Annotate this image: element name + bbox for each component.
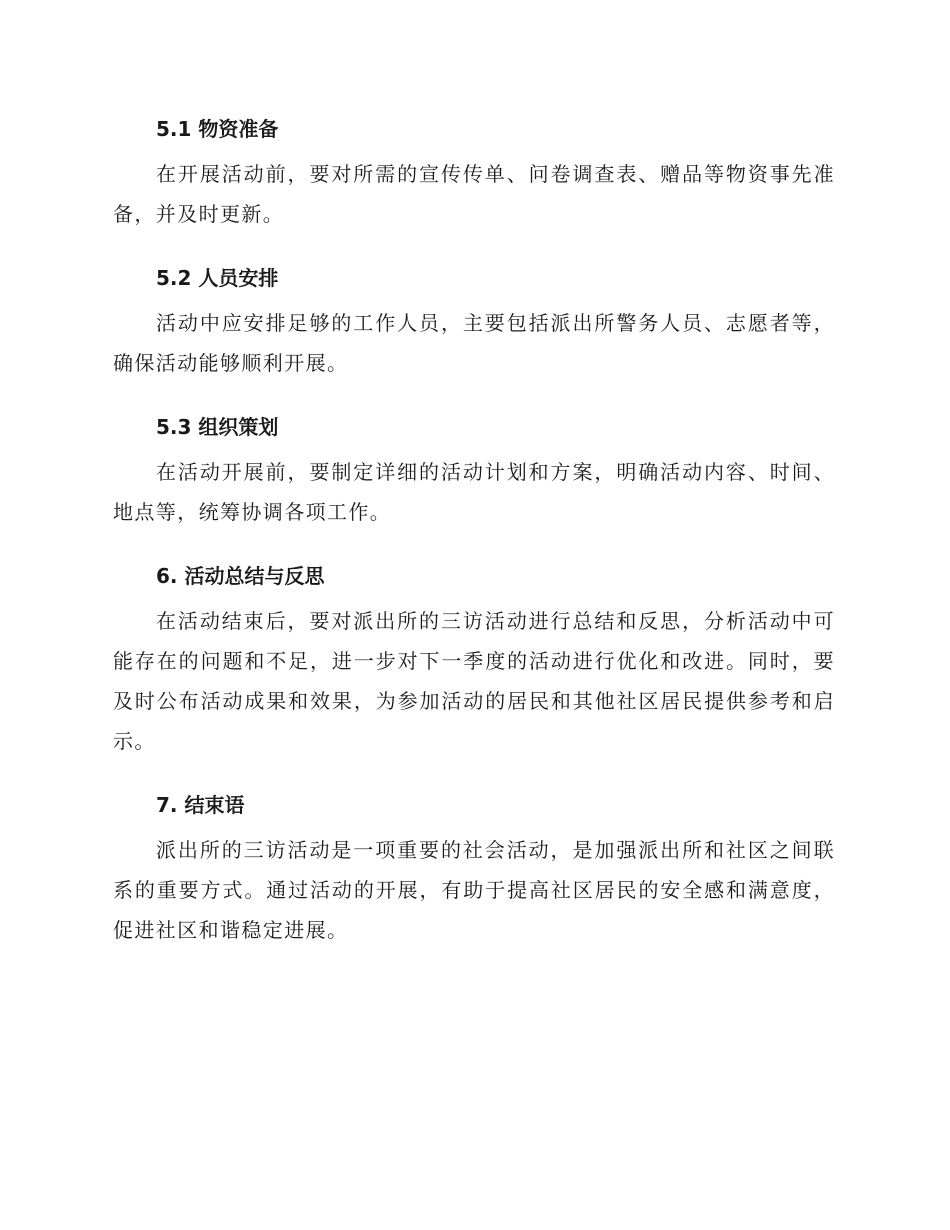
section-6 xyxy=(113,551,835,761)
section-7 xyxy=(113,780,835,950)
section-heading: 6. 活动总结与反思 xyxy=(156,564,325,588)
section-5-1 xyxy=(113,104,835,234)
section-paragraph: 活动中应安排足够的工作人员，主要包括派出所警务人员、志愿者等，确保活动能够顺利开展。 xyxy=(113,311,835,375)
section-heading: 7. 结束语 xyxy=(156,793,245,817)
section-heading: 5.1 物资准备 xyxy=(156,117,279,141)
section-heading: 5.2 人员安排 xyxy=(156,266,279,290)
section-paragraph: 派出所的三访活动是一项重要的社会活动，是加强派出所和社区之间联系的重要方式。通过活动的开展，有助于提高社区居民的安全感和满意度，促进社区和谐稳定进展。 xyxy=(113,838,835,942)
section-paragraph: 在活动开展前，要制定详细的活动计划和方案，明确活动内容、时间、地点等，统筹协调各项工作。 xyxy=(113,460,835,524)
section-paragraph: 在开展活动前，要对所需的宣传传单、问卷调查表、赠品等物资事先准备，并及时更新。 xyxy=(113,162,835,226)
section-paragraph: 在活动结束后，要对派出所的三访活动进行总结和反思，分析活动中可能存在的问题和不足，进一步对下一季度的活动进行优化和改进。同时，要及时公布活动成果和效果，为参加活动的居民和其他社区居民提供参考和启示。 xyxy=(113,609,835,753)
document-body xyxy=(113,104,835,969)
section-5-2 xyxy=(113,253,835,383)
section-heading: 5.3 组织策划 xyxy=(156,415,279,439)
section-5-3 xyxy=(113,402,835,532)
